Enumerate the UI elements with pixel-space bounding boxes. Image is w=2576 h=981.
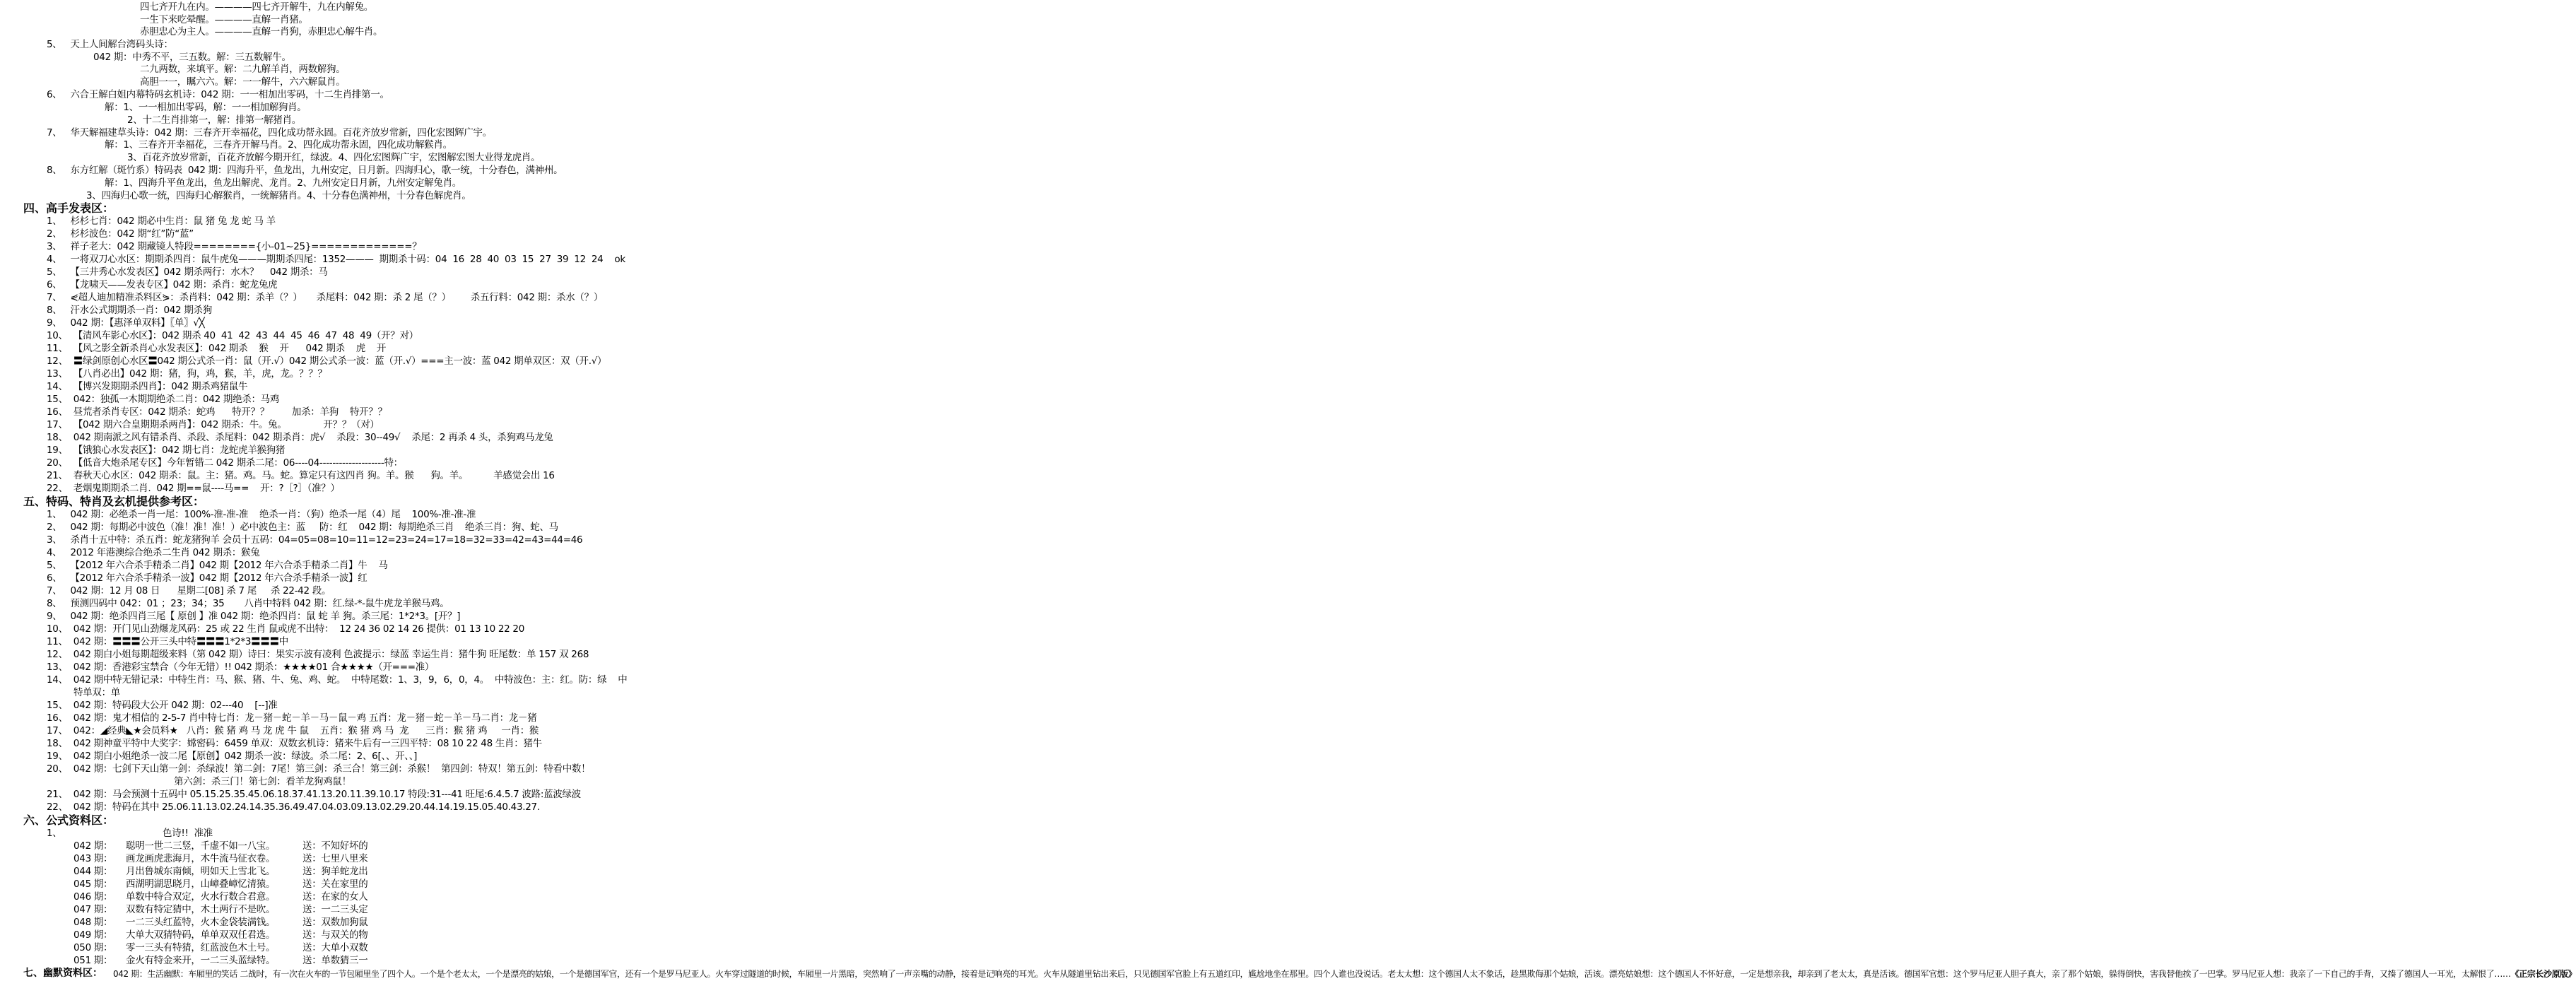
- formula-verse: 画龙画虎悲海月，木牛流马征衣卷。: [126, 853, 276, 864]
- formula-verse: 双数有特定猜中，木土两行不是吹。: [126, 904, 276, 915]
- list-item: 4、 一将双刀心水区：期期杀四肖：鼠牛虎兔———期期杀四尾：1352——— 期期杀十码：04 16 28 40 03 15 27 39 12 24 ok: [47, 254, 625, 265]
- formula-gift: 送：双数加狗鼠: [302, 917, 368, 928]
- riddle-line: 解：1、三春齐开幸福花，三春齐开解马肖。2、四化成功帮永固，四化成功解猴肖。: [105, 139, 452, 151]
- list-item-continued: 特单双：单: [73, 687, 120, 698]
- riddle-line: 二九两数，来填平。解：二九解羊肖，两数解狗。: [140, 64, 346, 75]
- list-item: 10、 042 期：开门见山劲爆龙风码：25 或 22 生肖 鼠或虎不出特： 12 24 36 02 14 26 提供：01 13 10 22 20: [47, 623, 524, 635]
- list-item: 16、 042 期：鬼才相信的 2-5-7 肖中特七肖：龙－猪－蛇－羊－马－鼠－鸡 五肖：龙－猪－蛇－羊－马二肖：龙－猪: [47, 712, 537, 724]
- formula-period: 043 期：: [73, 853, 113, 864]
- formula-verse: 大单大双猜特码，单单双双任君选。: [126, 929, 276, 941]
- list-item: 20、 042 期：七剑下天山第一剑：杀绿波！第二剑：7尾！第三剑：杀三合！第三剑：杀猴！ 第四剑：特双！第五剑：特看中数！: [47, 763, 591, 775]
- formula-gift: 送：与双关的物: [302, 929, 368, 941]
- formula-period: 046 期：: [73, 891, 113, 903]
- section-title-5: 五、特码、特肖及玄机提供参考区：: [23, 495, 205, 508]
- formula-verse: 聪明一世二三竖，千虚不如一八宝。: [126, 840, 276, 852]
- formula-heading: 色诗!! 准准: [163, 828, 213, 839]
- list-item: 3、 杀肖十五中特：杀五肖：蛇龙猪狗羊 会员十五码：04=05=08=10=11=12=23=24=17=18=32=33=42=43=44=46: [47, 534, 583, 546]
- list-item: 8、 汗水公式期期杀一肖：042 期杀狗: [47, 305, 212, 316]
- riddle-line: 3、四海归心歌一统，四海归心解猴肖，一统解猪肖。4、十分春色满神州，十分春色解虎肖。: [86, 190, 471, 201]
- list-item: 22、 老烟鬼期期杀二肖. 042 期==鼠----马== 开：?［?］（准？）: [47, 483, 340, 494]
- list-item: 15、 042 期：特码段大公开 042 期：02---40 [--]准: [47, 700, 278, 711]
- formula-period: 045 期：: [73, 879, 113, 890]
- list-item: 18、 042 期神童平特中大奖字：嫦密码：6459 单双：双数玄机诗：猪来牛后有一三四平特：08 10 22 48 生肖：猪牛: [47, 738, 542, 749]
- list-item: 20、 【低音大炮杀尾专区】今年暂错二 042 期杀二尾：06----04--------------------特：: [47, 457, 403, 469]
- list-item: 19、 【饿狼心水发表区】：042 期七肖：龙蛇虎羊猴狗猪: [47, 445, 286, 456]
- formula-period: 047 期：: [73, 904, 113, 915]
- riddle-line: 2、十二生肖排第一，解：排第一解猪肖。: [127, 114, 301, 126]
- formula-gift: 送：狗羊蛇龙出: [302, 866, 368, 877]
- formula-period: 044 期：: [73, 866, 113, 877]
- humor-text: 042 期：生活幽默：车厢里的笑话 二战时，有一次在火车的一节包厢里坐了四个人。一个是个老太太，一个是漂亮的姑娘，一个是德国军官，还有一个是罗马尼亚人。火车穿过隧道的时候，车厢里一片黑暗，突然响了一声亲嘴的动静，接着是记响亮的耳光。火车从隧道里钻出来后，只见德国军官脸上有五道红印，尴尬地坐在那里。四个人谁也没说话。老太太想：这个德国人太不象话，趁黑欺侮那个姑娘，活该。漂亮姑娘想：这个德国人不怀好意，一定是想亲我，却亲到了老太太，真是活该。德国军官想：这个罗马尼亚人胆子真大，亲了那个姑娘，躲得倒快，害我替他挨了一巴掌。罗马尼亚人想：我亲了一下自己的手背，又揍了德国人一耳光，太解恨了……: [113, 969, 2511, 979]
- formula-gift: 送：不知好坏的: [302, 840, 368, 852]
- source-signature: 《正宗长沙原版》: [2510, 969, 2576, 979]
- formula-verse: 西湖明湖思晓月，山嶂叠嶂忆清猿。: [126, 879, 276, 890]
- list-item: 13、 042 期：香港彩宝禁合（今年无错）!! 042 期杀：★★★★01 合★★★★（开===准）: [47, 662, 435, 673]
- section-title-7: 七、幽默资料区：: [23, 968, 102, 979]
- formula-period: 051 期：: [73, 955, 113, 966]
- list-item: 21、 042 期：马会预测十五码中 05.15.25.35.45.06.18.37.41.13.20.11.39.10.17 特段:31---41 旺尾:6.4.5.7 波路:蓝波绿波: [47, 789, 581, 800]
- list-item: 9、 042 期：【惠泽单双料】〖单〗√╳: [47, 317, 205, 329]
- list-item: 6、 【2012 年六合杀手精杀一波】042 期【2012 年六合杀手精杀一波】红: [47, 572, 367, 584]
- section-title-6: 六、公式资料区：: [23, 813, 114, 827]
- formula-period: 042 期：: [73, 840, 113, 852]
- list-item-continued: 第六剑：杀三门！第七剑：看羊龙狗鸡鼠！: [174, 776, 351, 787]
- list-item: 12、 〓绿剑原创心水区〓042 期公式杀一肖：鼠（开.√）042 期公式杀一波：蓝（开.√）===主一波：蓝 042 期单双区：双（开.√）: [47, 356, 607, 367]
- list-item: 16、 昼荒者杀肖专区：042 期杀：蛇鸡 特开？？ 加杀：羊狗 特开？？: [47, 406, 387, 418]
- list-item: 18、 042 期南派之风有错杀肖、杀段、杀尾料：042 期杀肖：虎√ 杀段：30--49√ 杀尾：2 再杀 4 头，杀狗鸡马龙兔: [47, 432, 553, 443]
- top-line: 四七齐开九在内。————四七齐开解牛，九在内解兔。: [140, 1, 373, 13]
- formula-verse: 一二三头红蓝特，火木金袋装满钱。: [126, 917, 276, 928]
- formula-gift: 送：关在家里的: [302, 879, 368, 890]
- list-item: 10、 【清风车影心水区】：042 期杀 40 41 42 43 44 45 46 47 48 49（开？对）: [47, 330, 418, 341]
- formula-gift: 送：七里八里来: [302, 853, 368, 864]
- list-item: 11、 042 期：〓〓〓公开三头中特〓〓〓1*2*3〓〓〓中: [47, 636, 288, 647]
- section-title-4: 四、高手发表区：: [23, 201, 114, 215]
- formula-gift: 送：一二三头定: [302, 904, 368, 915]
- top-line: 一生下来吃晕醒。————直解一肖猪。: [140, 14, 308, 25]
- list-item: 3、 祥子老大：042 期藏镜人特段========{小-01~25}=============？: [47, 241, 422, 252]
- riddle-line: 042 期：中秀不平，三五数。解：三五数解牛。: [93, 52, 291, 63]
- list-item: 5、 【2012 年六合杀手精杀二肖】042 期【2012 年六合杀手精杀二肖】牛 马: [47, 560, 388, 571]
- top-line: 赤胆忠心为主人。————直解一肖狗，赤胆忠心解牛肖。: [140, 26, 383, 37]
- riddle-line: 解：1、一一相加出零码，解：一一相加解狗肖。: [105, 102, 307, 113]
- list-item: 14、 【博兴发期期杀四肖】：042 期杀鸡猪鼠牛: [47, 381, 248, 392]
- list-item: 1、 042 期：必绝杀一肖一尾：100%-准-准-准 绝杀一肖：（狗）绝杀一尾（4）尾 100%-准-准-准: [47, 509, 476, 520]
- list-item: 15、 042：独孤一木期期绝杀二肖：042 期绝杀：马鸡: [47, 394, 280, 405]
- formula-verse: 单数中特合双定，火水行数合君意。: [126, 891, 276, 903]
- formula-gift: 送：在家的女人: [302, 891, 368, 903]
- list-item: 17、 042：◢经典◣★会员料★ 八肖：猴 猪 鸡 马 龙 虎 牛 鼠 五肖：猴 猪 鸡 马 龙 三肖：猴 猪 鸡 一肖：猴: [47, 725, 539, 736]
- list-item: 1、 杉杉七肖：042 期必中生肖：鼠 猪 兔 龙 蛇 马 羊: [47, 216, 276, 227]
- formula-period: 048 期：: [73, 917, 113, 928]
- riddle-line: 5、 天上人间解台湾码头诗：: [47, 39, 173, 50]
- list-item: 14、 042 期中特无错记录：中特生肖：马、猴、猪、牛、兔、鸡、蛇。 中特尾数：1、3，9，6，0，4。 中特波色：主：红。防：绿 中: [47, 674, 628, 686]
- list-item: 11、 【风之影全新杀肖心水发表区】：042 期杀 猴 开 042 期杀 虎 开: [47, 343, 387, 354]
- list-item: 2、 杉杉波色：042 期“红”防“蓝”: [47, 228, 194, 240]
- list-item: 19、 042 期白小姐绝杀一波二尾【原创】042 期杀一波：绿波。杀二尾：2、6[、、开、、]: [47, 751, 418, 762]
- list-item: 12、 042 期白小姐每期超级来料（第 042 期）诗曰：果实示波有凌利 色波提示：绿蓝 幸运生肖：猪牛狗 旺尾数：单 157 双 268: [47, 649, 589, 660]
- list-item: 13、 【八肖必出】042 期：猪，狗，鸡，猴，羊，虎，龙。？？？: [47, 368, 327, 380]
- formula-verse: 零一三头有特猜，红蓝波色木土号。: [126, 942, 276, 953]
- formula-number: 1、: [47, 828, 62, 839]
- formula-verse: 金火有特金来开，一二三头蓝绿特。: [126, 955, 276, 966]
- formula-period: 049 期：: [73, 929, 113, 941]
- list-item: 17、 【042 期六合皇期期杀两肖】：042 期杀：牛。兔。 开？？（对）: [47, 419, 380, 430]
- list-item: 5、 【三井秀心水发表区】042 期杀两行：水木？ 042 期杀：马: [47, 266, 328, 278]
- list-item: 21、 春秋天心水区：042 期杀：鼠。主：猪。鸡。马。蛇。算定只有这四肖 狗。羊。猴 狗。羊。 羊感觉会出 16: [47, 470, 555, 481]
- list-item: 7、 042 期：12 月 08 日 星期二[08] 杀 7 尾 杀 22-42 段。: [47, 585, 331, 597]
- humor-paragraph: [113, 968, 2576, 980]
- formula-gift: 送：大单小双数: [302, 942, 368, 953]
- riddle-line: 3、百花齐放岁常新，百花齐放解今期开红，绿波。4、四化宏图辉广宇，宏图解宏图大业得龙虎肖。: [127, 152, 541, 163]
- formula-gift: 送：单数猜三一: [302, 955, 368, 966]
- list-item: 4、 2012 年港澳综合绝杀二生肖 042 期杀：猴兔: [47, 547, 260, 558]
- list-item: 22、 042 期：特码在其中 25.06.11.13.02.24.14.35.36.49.47.04.03.09.13.02.29.20.44.14.19.15.05.40.43.27.: [47, 801, 540, 813]
- riddle-line: 7、 华天解福建草头诗：042 期：三春齐开幸福花，四化成功帮永固。百花齐放岁常新，四化宏图辉广宇。: [47, 127, 492, 139]
- riddle-line: 8、 东方红解（斑竹系）特码表 042 期：四海升平，鱼龙出，九州安定，日月新。四海归心，歌一统，十分春色，满神州。: [47, 165, 563, 176]
- formula-period: 050 期：: [73, 942, 113, 953]
- riddle-line: 解：1、四海升平鱼龙出，鱼龙出解虎、龙肖。2、九州安定日月新，九州安定解兔肖。: [105, 177, 461, 189]
- list-item: 9、 042 期：绝杀四肖三尾【 原创 】准 042 期：绝杀四肖：鼠 蛇 羊 狗。杀三尾：1*2*3。[开？]: [47, 611, 461, 622]
- list-item: 6、 【龙啸天——发表专区】042 期：杀肖：蛇龙兔虎: [47, 279, 278, 290]
- list-item: 7、 ⋞超人迪加精准杀料区⋟：杀肖料：042 期：杀羊（？） 杀尾料：042 期：杀 2 尾（？） 杀五行料：042 期：杀水（？）: [47, 292, 604, 303]
- riddle-line: 高胆一一，瞩六六。解：一一解牛，六六解鼠肖。: [140, 76, 346, 88]
- formula-verse: 月出鲁城东南倾，明如天上雪北飞。: [126, 866, 276, 877]
- list-item: 8、 预测四码中 042：01 ；23；34；35 八肖中特料 042 期：红.绿-*-鼠牛虎龙羊猴马鸡。: [47, 598, 449, 609]
- list-item: 2、 042 期：每期必中波色（准！准！准！）必中波色主：蓝 防：红 042 期：每期绝杀三肖 绝杀三肖：狗、蛇、马: [47, 522, 558, 533]
- riddle-line: 6、 六合王解白姐内幕特码玄机诗：042 期：一一相加出零码，十二生肖排第一。: [47, 89, 389, 100]
